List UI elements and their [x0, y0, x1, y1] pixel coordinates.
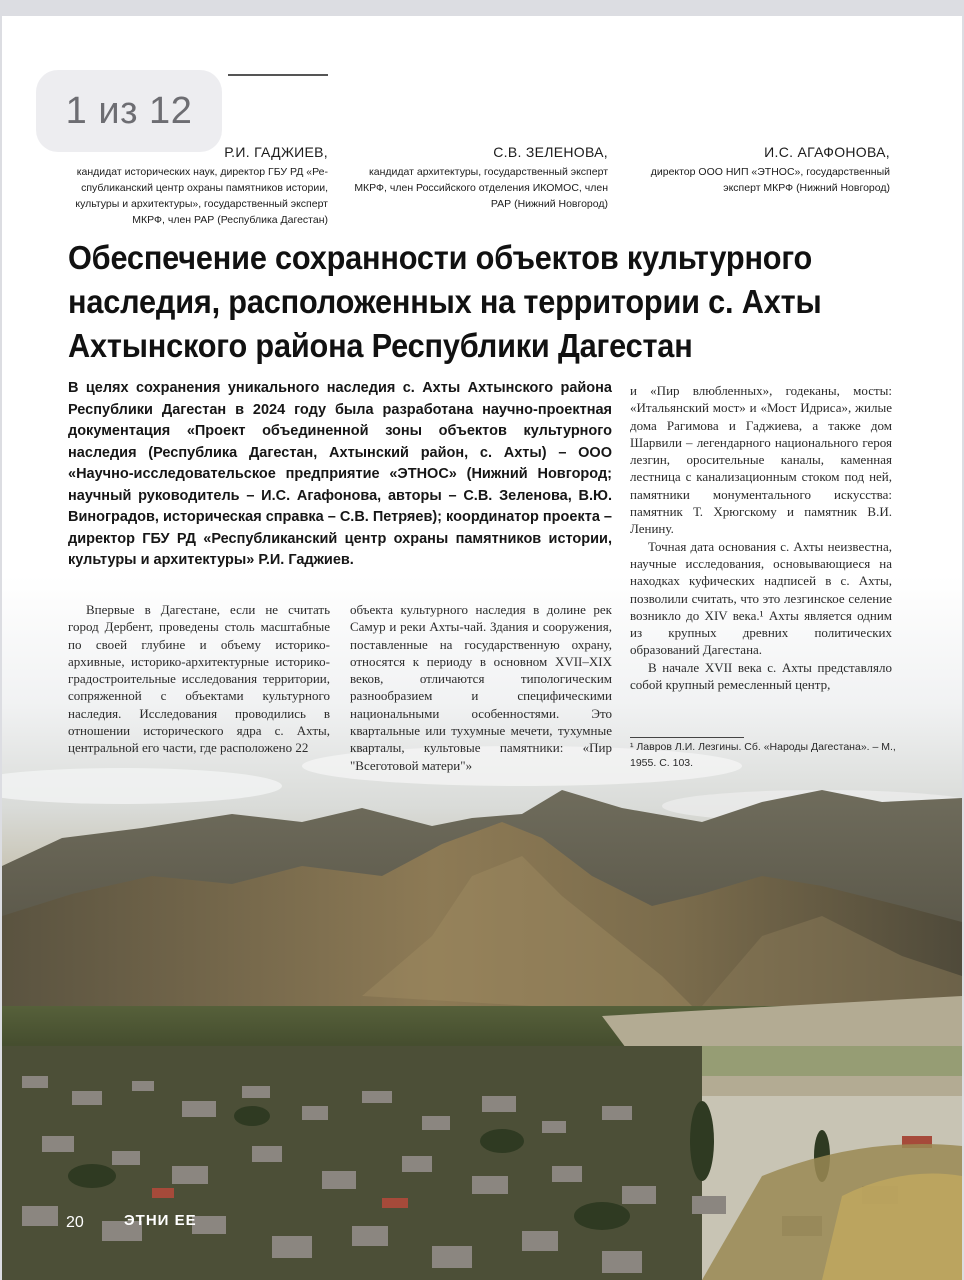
footnote-divider — [630, 737, 744, 738]
author-block — [62, 144, 328, 228]
article-title: Обеспечение сохранности объектов культурного наследия, расположенных на территории с. Ахты Ахтынского района Республики Дагестан — [68, 239, 822, 364]
divider — [228, 74, 328, 76]
footnote: ¹ Лавров Л.И. Лезгины. Сб. «Народы Дагестана». – М., 1955. С. 103. — [630, 741, 896, 769]
page-counter-text: 1 из 12 — [65, 89, 193, 132]
author-bio: кандидат архитектуры, государственный эксперт МКРФ, член Российского отделения ИКОМОС, член РАР (Нижний Новгород) — [354, 166, 608, 210]
paragraph: Точная дата основания с. Ахты неизвестна, научные исследования, основывающиеся на находках куфических надписей в с. Ахты, позволили считать, что это лезгинское селение возникло до XIV века.¹ Ахты является одним из крупных древних политических образований Дагестана. — [630, 538, 892, 658]
page-number: 20 — [66, 1214, 84, 1231]
page-counter — [36, 70, 222, 152]
text-column-2 — [350, 601, 612, 774]
paragraph: и «Пир влюбленных», годеканы, мосты: «Итальянский мост» и «Мост Идриса», жилые дома Рагимова и Гаджиева, а также дом Шарвили – легендарного национального героя лезгин, оросительные каналы, каменная лестница с канализационным стоком под ней, памятники монументального искусства: памятник Т. Хрюгскому и памятник В.И. Ленину. — [630, 383, 892, 537]
text-column-1 — [68, 601, 330, 757]
text-column-3 — [630, 382, 892, 693]
author-bio: директор ООО НИП «ЭТНОС», государственный эксперт МКРФ (Нижний Новгород) — [650, 166, 890, 194]
author-bio: кандидат исторических наук, директор ГБУ РД «Ре- спубликанский центр охраны памятников истории, культуры и архитектуры», государственный эксперт МКРФ, член РАР (Республика Дагестан) — [75, 166, 328, 226]
magazine-logo: ЭТНИ ЕЕ — [124, 1212, 197, 1229]
author-name: С.В. ЗЕЛЕНОВА, — [493, 144, 608, 160]
author-block — [352, 144, 608, 212]
author-name: Р.И. ГАДЖИЕВ, — [224, 144, 328, 160]
article-lead: В целях сохранения уникального наследия с. Ахты Ахтынского района Республики Дагестан в 2024 году была разработана научно-проектная документация «Проект объединенной зоны объектов культурного наследия (Республика Дагестан, Ахтынский район, с. Ахты) – ООО «Научно-исследовательское предприятие «ЭТНОС» (Нижний Новгород; научный руководитель – И.С. Агафонова, авторы – С.В. Зеленова, В.Ю. Виноградов, историческая справка – С.В. Петряев); координатор проекта – директор ГБУ РД «Республиканский центр охраны памятников истории, культуры и архитектуры» Р.И. Гаджиев. — [68, 380, 612, 568]
author-name: И.С. АГАФОНОВА, — [764, 144, 890, 160]
paragraph: Впервые в Дагестане, если не считать город Дербент, проведены столь масштабные по своей глубине и объему историко-архивные, историко-архитектурные историко-градостроительные исследования территории, сопряженной с объектами культурного наследия. Исследования проводились в отношении исторического ядра с. Ахты, центральной его части, где расположено 22 — [68, 602, 330, 756]
magazine-page[interactable] — [2, 16, 962, 1280]
paragraph: В начале XVII века с. Ахты представляло собой крупный ремесленный центр, — [630, 659, 892, 693]
paragraph: объекта культурного наследия в долине рек Самур и реки Ахты-чай. Здания и сооружения, поставленные на государственную охрану, относятся к периоду в основном XVII–XIX веков, отличаются типологическим разнообразием и специфическими национальными особенностями. Это квартальные или тухумные мечети, тухумные кварталы, культовые памятники: «Пир "Всеготовой матери"» — [350, 602, 612, 773]
author-block — [632, 144, 890, 196]
